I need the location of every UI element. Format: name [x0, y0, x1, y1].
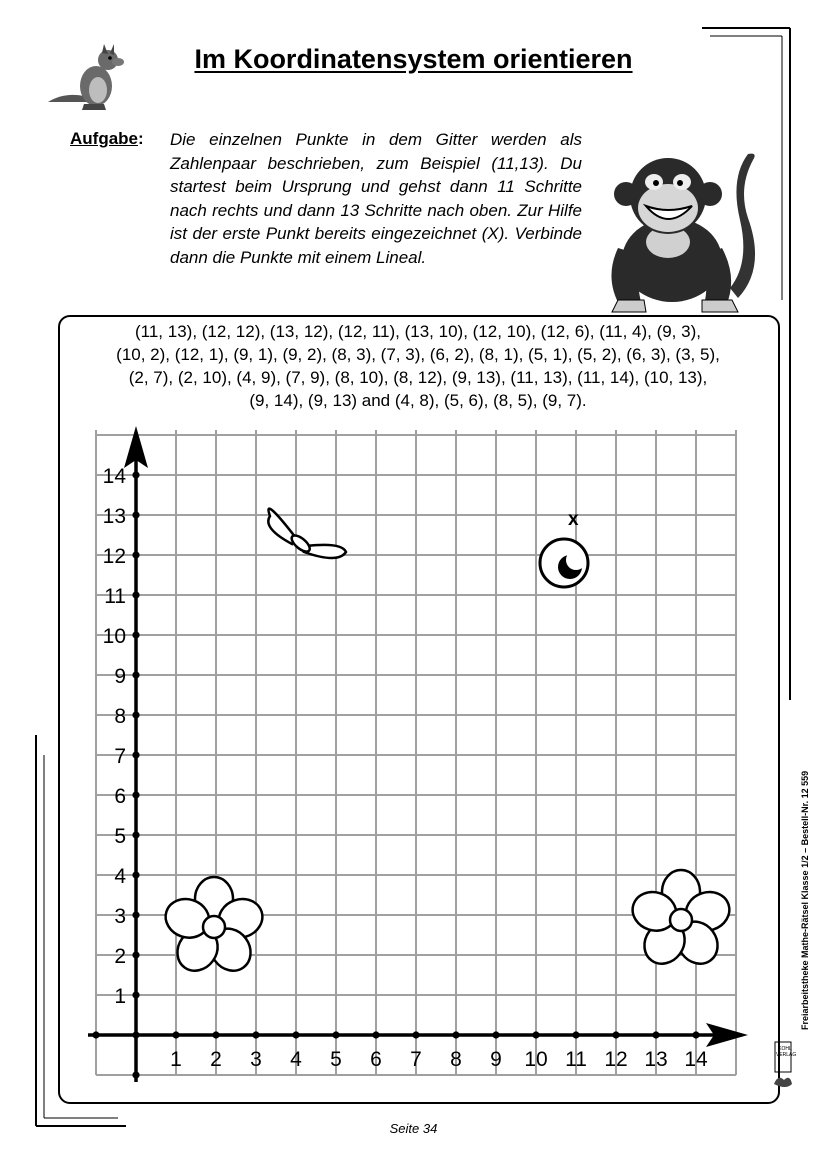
- x-axis-tick-dot: [132, 1031, 139, 1038]
- task-instructions: Die einzelnen Punkte in dem Gitter werden als Zahlenpaar beschrieben, zum Beispiel (11,13). Du startest beim Ursprung und gehst dann 11 Schritte nach rechts und dann 13 Schritte nach oben. Zur Hilfe ist der erste Punkt bereits eingezeichnet (X). Verbinde dann die Punkte mit einem Lineal.: [170, 130, 582, 267]
- y-axis-tick-dot: [132, 911, 139, 918]
- x-axis-tick-dot: [692, 1031, 699, 1038]
- x-tick-label: 5: [330, 1048, 342, 1071]
- x-axis-tick-dot: [292, 1031, 299, 1038]
- x-tick-label: 14: [684, 1048, 708, 1071]
- x-axis-tick-dot: [492, 1031, 499, 1038]
- y-axis-tick-dot: [132, 471, 139, 478]
- y-axis-tick-dot: [132, 511, 139, 518]
- y-tick-label: 7: [114, 745, 126, 768]
- y-tick-label: 4: [114, 865, 126, 888]
- y-axis-tick-dot: [132, 711, 139, 718]
- y-axis-tick-dot: [132, 791, 139, 798]
- x-tick-label: 11: [565, 1048, 587, 1071]
- x-axis-tick-dot: [212, 1031, 219, 1038]
- x-axis-tick-dot: [532, 1031, 539, 1038]
- y-tick-label: 10: [102, 625, 126, 648]
- y-axis-tick-dot: [132, 671, 139, 678]
- x-tick-label: 13: [644, 1048, 668, 1071]
- page-number: Seite 34: [389, 1121, 438, 1136]
- y-axis-tick-dot: [132, 951, 139, 958]
- x-tick-label: 2: [210, 1048, 222, 1071]
- x-tick-label: 4: [290, 1048, 302, 1071]
- y-tick-label: 9: [114, 665, 126, 688]
- y-axis-tick-dot: [132, 631, 139, 638]
- x-axis-tick-dot: [252, 1031, 259, 1038]
- x-tick-label: 3: [250, 1048, 262, 1071]
- publisher-logo-text: KOHL VERLAG: [776, 1046, 797, 1058]
- page-title: Im Koordinatensystem orientieren: [194, 44, 633, 74]
- x-tick-label: 12: [604, 1048, 628, 1071]
- side-imprint: Freiarbeitstheke Mathe-Rätsel Klasse 1/2 – Bestell-Nr. 12 559: [800, 770, 810, 1030]
- y-axis-tick-dot: [132, 1071, 139, 1078]
- y-tick-label: 6: [114, 785, 126, 808]
- x-tick-label: 6: [370, 1048, 382, 1071]
- butterfly-drawing: [268, 509, 346, 558]
- y-tick-label: 1: [114, 985, 126, 1008]
- y-tick-label: 13: [102, 505, 126, 528]
- task-label: Aufgabe:: [70, 129, 144, 148]
- flower-drawing-right: [628, 870, 735, 972]
- y-axis-tick-dot: [132, 551, 139, 558]
- y-tick-label: 11: [104, 585, 126, 608]
- y-tick-label: 2: [114, 945, 126, 968]
- x-tick-label: 1: [170, 1048, 182, 1071]
- x-axis-tick-dot: [612, 1031, 619, 1038]
- x-axis-tick-dot: [452, 1031, 459, 1038]
- x-tick-label: 8: [450, 1048, 462, 1071]
- y-axis-tick-dot: [132, 751, 139, 758]
- point-list-line: (11, 13), (12, 12), (13, 12), (12, 11), (13, 10), (12, 10), (12, 6), (11, 4), (9, 3),: [135, 322, 701, 341]
- y-tick-label: 14: [102, 465, 126, 488]
- start-point-marker: [540, 539, 588, 587]
- y-tick-label: 5: [114, 825, 126, 848]
- y-axis-tick-dot: [132, 871, 139, 878]
- y-tick-label: 12: [102, 545, 126, 568]
- x-tick-label: 7: [410, 1048, 422, 1071]
- x-axis-tick-dot: [332, 1031, 339, 1038]
- x-axis-tick-dot: [172, 1031, 179, 1038]
- x-axis-tick-dot: [652, 1031, 659, 1038]
- point-list-line: (10, 2), (12, 1), (9, 1), (9, 2), (8, 3), (7, 3), (6, 2), (8, 1), (5, 1), (5, 2), (6, 3), (3, 5),: [116, 345, 720, 364]
- y-tick-label: 3: [114, 905, 126, 928]
- x-axis-tick-dot: [572, 1031, 579, 1038]
- x-tick-label: 9: [490, 1048, 502, 1071]
- y-tick-label: 8: [114, 705, 126, 728]
- y-axis-tick-dot: [132, 991, 139, 998]
- y-axis-tick-dot: [132, 831, 139, 838]
- x-axis-tick-dot: [92, 1031, 99, 1038]
- grid-lines: [96, 430, 736, 1075]
- x-tick-label: 10: [524, 1048, 548, 1071]
- x-axis-tick-dot: [412, 1031, 419, 1038]
- point-list-line: (9, 14), (9, 13) and (4, 8), (5, 6), (8, 5), (9, 7).: [249, 391, 587, 410]
- y-axis-tick-dot: [132, 591, 139, 598]
- x-axis-tick-dot: [372, 1031, 379, 1038]
- point-list-line: (2, 7), (2, 10), (4, 9), (7, 9), (8, 10), (8, 12), (9, 13), (11, 13), (11, 14), (10, 13),: [128, 368, 708, 387]
- start-x-mark: x: [568, 509, 579, 530]
